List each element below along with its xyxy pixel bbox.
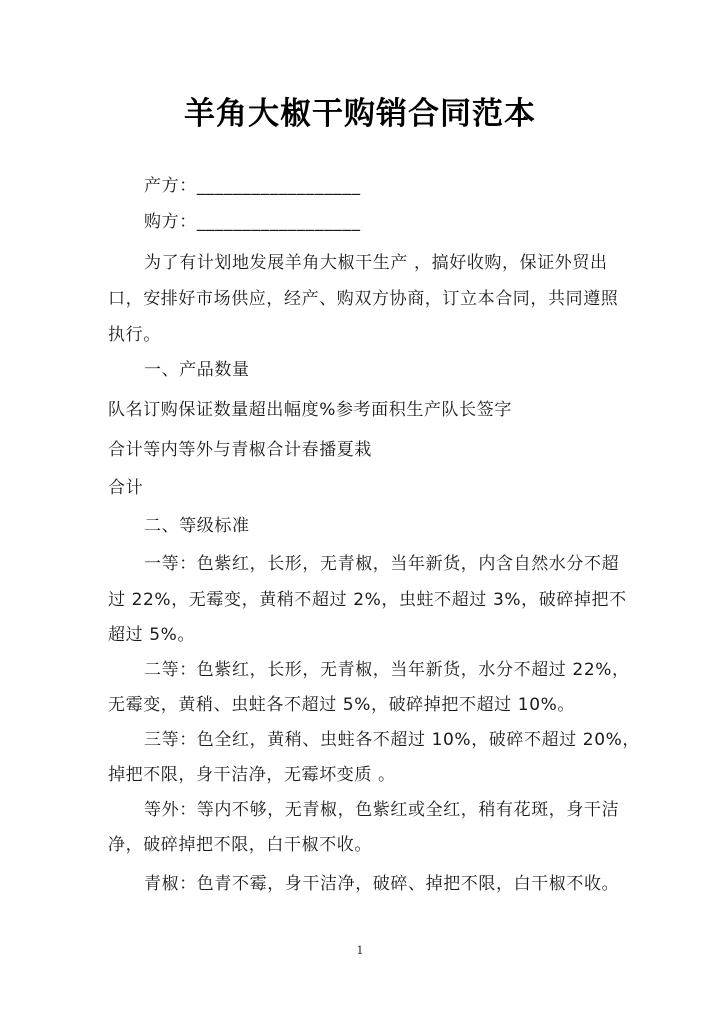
green-pepper-line: 青椒：色青不霉，身干洁净，破碎、掉把不限，白干椒不收。 (144, 874, 620, 894)
seller-blank: __________________ (196, 176, 361, 196)
off-grade-line: 净，破碎掉把不限，白干椒不收。 (108, 835, 372, 855)
grade3-line: 三等：色全红，黄稍、虫蛀各不超过 10%，破碎不超过 20%， (144, 730, 640, 750)
buyer-field (108, 204, 650, 240)
preamble-line: 口，安排好市场供应，经产、购双方协商，订立本合同，共同遵照 (108, 289, 619, 309)
off-grade-line: 等外：等内不够，无青椒，色紫红或全红，稍有花斑，身干洁 (144, 800, 620, 820)
grade1-line: 过 22%，无霉变，黄稍不超过 2%，虫蛀不超过 3%，破碎掉把不 (108, 590, 627, 610)
grade2-line: 二等：色紫红，长形，无青椒，当年新货，水分不超过 22%， (144, 660, 630, 680)
grade1-line: 一等：色紫红，长形，无青椒，当年新货，内含自然水分不超 (144, 554, 620, 574)
preamble-line: 为了有计划地发展羊角大椒干生产 ，搞好收购，保证外贸出 (144, 253, 608, 273)
section1-line: 合计等内等外与青椒合计春播夏栽 (108, 440, 372, 460)
section2-heading: 二、等级标准 (144, 516, 250, 536)
document-title: 羊角大椒干购销合同范本 (184, 96, 536, 132)
grade1-line: 超过 5%。 (108, 625, 195, 645)
grade3-line: 掉把不限，身干洁净，无霉坏变质 。 (108, 765, 396, 785)
section1-line: 队名订购保证数量超出幅度%参考面积生产队长签字 (108, 400, 512, 420)
preamble-line: 执行。 (108, 325, 161, 345)
seller-label: 产方： (144, 176, 197, 196)
section1-heading: 一、产品数量 (144, 360, 250, 380)
buyer-blank: __________________ (196, 212, 361, 232)
seller-field (108, 168, 650, 204)
section1-line: 合计 (108, 478, 144, 498)
buyer-label: 购方： (144, 212, 197, 232)
grade2-line: 无霉变，黄稍、虫蛀各不超过 5%，破碎掉把不超过 10%。 (108, 695, 575, 715)
page-number: 1 (356, 944, 364, 957)
